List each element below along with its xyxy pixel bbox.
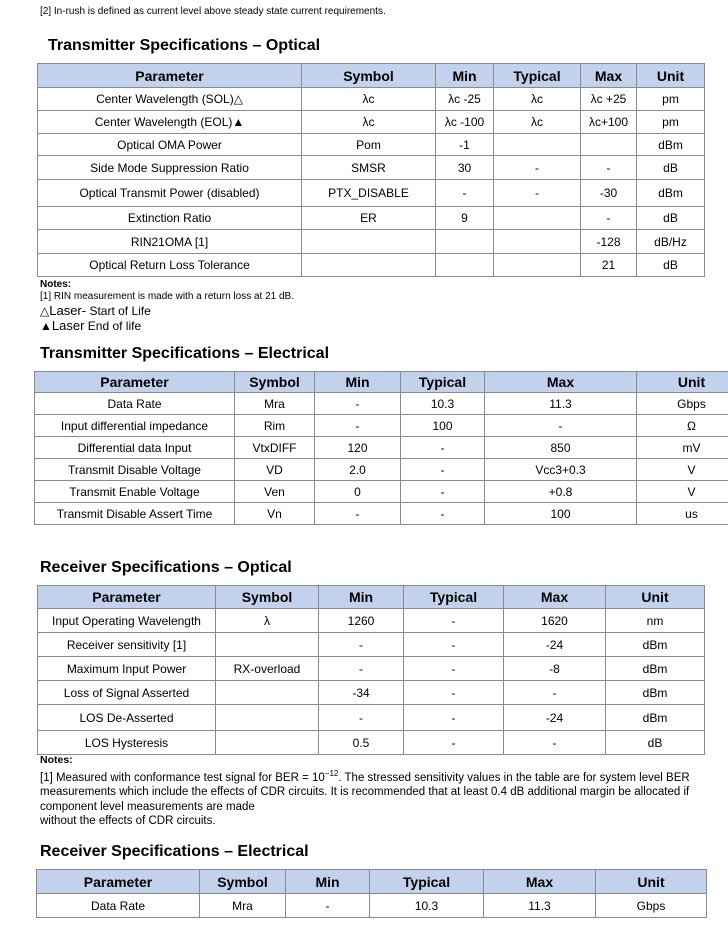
table-cell: 1260	[319, 609, 404, 633]
column-header: Parameter	[38, 64, 302, 88]
column-header: Typical	[401, 372, 485, 393]
column-header: Min	[315, 372, 401, 393]
table-cell: -	[404, 609, 504, 633]
column-header: Max	[484, 870, 596, 894]
table-cell: LOS Hysteresis	[38, 731, 216, 755]
tx-optical-notes	[40, 279, 294, 332]
table-row	[35, 503, 728, 525]
table-cell: -34	[319, 681, 404, 705]
column-header: Unit	[637, 372, 728, 393]
table-cell: -	[315, 503, 401, 525]
table-row	[35, 415, 728, 437]
table-cell: 850	[485, 437, 637, 459]
column-header: Typical	[370, 870, 484, 894]
table-row	[38, 207, 705, 230]
table-cell: -	[401, 459, 485, 481]
table-cell	[302, 254, 436, 277]
table-cell	[216, 731, 319, 755]
table-cell: -1	[436, 134, 494, 156]
table-cell: λc	[302, 88, 436, 111]
column-header: Parameter	[37, 870, 200, 894]
table-cell: λc+100	[581, 111, 637, 134]
table-cell: -	[494, 156, 581, 180]
table-cell: -	[315, 393, 401, 415]
table-cell: 100	[401, 415, 485, 437]
column-header: Symbol	[235, 372, 315, 393]
table-cell: Center Wavelength (EOL)▲	[38, 111, 302, 134]
table-cell: -	[404, 633, 504, 657]
table-cell: -	[319, 633, 404, 657]
note-text: [1] Measured with conformance test signal for BER = 10	[40, 771, 325, 784]
table-cell: Mra	[200, 894, 286, 918]
table-cell: V	[637, 459, 728, 481]
table-cell: -	[485, 415, 637, 437]
tx-optical-table	[37, 63, 705, 277]
table-cell: Ven	[235, 481, 315, 503]
column-header: Typical	[404, 586, 504, 609]
table-cell: -	[504, 681, 606, 705]
table-row	[38, 180, 705, 207]
column-header: Min	[436, 64, 494, 88]
rx-electrical-table	[36, 869, 707, 918]
table-cell: PTX_DISABLE	[302, 180, 436, 207]
table-cell: -	[494, 180, 581, 207]
table-row	[38, 609, 705, 633]
table-row	[38, 134, 705, 156]
table-cell	[216, 681, 319, 705]
table-cell: -30	[581, 180, 637, 207]
column-header: Symbol	[216, 586, 319, 609]
section-title-rx-optical: Receiver Specifications – Optical	[40, 559, 292, 576]
table-cell	[494, 230, 581, 254]
legend-sol	[40, 305, 294, 317]
hollow-triangle-icon: △	[40, 304, 50, 318]
table-cell: RX-overload	[216, 657, 319, 681]
table-cell: SMSR	[302, 156, 436, 180]
filled-triangle-icon: ▲	[40, 319, 52, 333]
table-cell: VtxDIFF	[235, 437, 315, 459]
table-header-row	[38, 64, 705, 88]
table-cell: Maximum Input Power	[38, 657, 216, 681]
column-header: Max	[581, 64, 637, 88]
table-row	[35, 481, 728, 503]
table-cell	[494, 207, 581, 230]
table-row	[38, 681, 705, 705]
table-cell: pm	[637, 88, 705, 111]
note-exponent: −12	[324, 769, 339, 778]
table-cell: pm	[637, 111, 705, 134]
table-cell: Optical OMA Power	[38, 134, 302, 156]
table-cell: Extinction Ratio	[38, 207, 302, 230]
table-cell: Mra	[235, 393, 315, 415]
table-cell: λc -25	[436, 88, 494, 111]
table-cell: dBm	[637, 180, 705, 207]
note-text: . The stressed sensitivity values in the table are for system level BER measurements which include the effects of CDR circuits. It is recommended that at least 0.4 dB additional margin be allocated if component level measurements are made	[40, 771, 690, 813]
table-row	[35, 437, 728, 459]
column-header: Typical	[494, 64, 581, 88]
table-cell: Ω	[637, 415, 728, 437]
table-cell: Transmit Disable Voltage	[35, 459, 235, 481]
table-cell: -	[404, 657, 504, 681]
table-row	[37, 894, 707, 918]
table-row	[38, 156, 705, 180]
table-cell: 10.3	[370, 894, 484, 918]
table-cell: RIN21OMA [1]	[38, 230, 302, 254]
table-cell: 10.3	[401, 393, 485, 415]
table-cell: 2.0	[315, 459, 401, 481]
table-cell: nm	[606, 609, 705, 633]
table-cell: λc	[494, 111, 581, 134]
table-cell: λ	[216, 609, 319, 633]
note-text: without the effects of CDR circuits.	[40, 815, 216, 828]
table-cell: dBm	[606, 657, 705, 681]
column-header: Parameter	[35, 372, 235, 393]
tx-electrical-table	[34, 371, 728, 525]
table-cell: Gbps	[596, 894, 707, 918]
table-header-row	[37, 870, 707, 894]
table-cell: -	[286, 894, 370, 918]
column-header: Unit	[606, 586, 705, 609]
table-cell: Pom	[302, 134, 436, 156]
table-cell: λc	[494, 88, 581, 111]
table-cell: dBm	[606, 681, 705, 705]
column-header: Unit	[637, 64, 705, 88]
legend-text: End of life	[87, 319, 142, 333]
table-cell: us	[637, 503, 728, 525]
table-cell: 11.3	[484, 894, 596, 918]
table-cell: -	[404, 681, 504, 705]
table-cell: dB	[637, 207, 705, 230]
table-cell: mV	[637, 437, 728, 459]
legend-word: Laser	[51, 318, 85, 333]
table-row	[38, 657, 705, 681]
table-cell: 0.5	[319, 731, 404, 755]
table-cell: -	[315, 415, 401, 437]
table-cell: Receiver sensitivity [1]	[38, 633, 216, 657]
rx-optical-table	[37, 585, 705, 755]
notes-label: Notes:	[40, 754, 73, 766]
table-cell: VD	[235, 459, 315, 481]
table-cell: -	[319, 657, 404, 681]
table-cell: 100	[485, 503, 637, 525]
table-cell: Gbps	[637, 393, 728, 415]
table-cell: -8	[504, 657, 606, 681]
table-cell: dBm	[606, 633, 705, 657]
table-cell: V	[637, 481, 728, 503]
table-cell: Optical Return Loss Tolerance	[38, 254, 302, 277]
column-header: Symbol	[302, 64, 436, 88]
table-cell: λc +25	[581, 88, 637, 111]
section-title-tx-optical: Transmitter Specifications – Optical	[48, 37, 321, 54]
table-cell: -	[404, 731, 504, 755]
legend-text: Start of Life	[89, 304, 151, 318]
legend-word: Laser-	[49, 303, 87, 318]
table-cell: -	[581, 156, 637, 180]
note-paragraph	[40, 767, 710, 814]
table-cell: 1620	[504, 609, 606, 633]
table-header-row	[38, 586, 705, 609]
table-cell: dBm	[606, 705, 705, 731]
column-header: Min	[286, 870, 370, 894]
table-cell: ER	[302, 207, 436, 230]
table-cell: LOS De-Asserted	[38, 705, 216, 731]
table-cell: Differential data Input	[35, 437, 235, 459]
table-cell: -24	[504, 705, 606, 731]
table-row	[38, 88, 705, 111]
table-cell: -	[581, 207, 637, 230]
table-cell: -	[319, 705, 404, 731]
table-cell: -	[401, 437, 485, 459]
table-cell: Vn	[235, 503, 315, 525]
table-cell: Transmit Enable Voltage	[35, 481, 235, 503]
table-cell: 0	[315, 481, 401, 503]
table-cell: Rim	[235, 415, 315, 437]
table-header-row	[35, 372, 728, 393]
rx-optical-notes	[40, 754, 710, 829]
table-cell: -128	[581, 230, 637, 254]
table-cell: 30	[436, 156, 494, 180]
table-cell: dB	[606, 731, 705, 755]
table-row	[38, 254, 705, 277]
table-cell	[436, 254, 494, 277]
table-cell: Transmit Disable Assert Time	[35, 503, 235, 525]
table-cell: -	[401, 481, 485, 503]
section-title-tx-electrical: Transmitter Specifications – Electrical	[40, 345, 330, 362]
table-cell: -	[401, 503, 485, 525]
table-cell	[436, 230, 494, 254]
table-cell: 120	[315, 437, 401, 459]
column-header: Max	[485, 372, 637, 393]
table-cell: -	[504, 731, 606, 755]
table-cell: -	[436, 180, 494, 207]
table-cell: λc -100	[436, 111, 494, 134]
table-cell: Input Operating Wavelength	[38, 609, 216, 633]
legend-eol	[40, 320, 294, 332]
column-header: Unit	[596, 870, 707, 894]
table-cell	[581, 134, 637, 156]
table-cell: dB/Hz	[637, 230, 705, 254]
column-header: Parameter	[38, 586, 216, 609]
table-cell: Data Rate	[35, 393, 235, 415]
table-cell: dB	[637, 254, 705, 277]
notes-label: Notes:	[40, 279, 72, 290]
table-cell: Loss of Signal Asserted	[38, 681, 216, 705]
table-cell: Optical Transmit Power (disabled)	[38, 180, 302, 207]
table-row	[38, 705, 705, 731]
column-header: Max	[504, 586, 606, 609]
table-cell: -	[404, 705, 504, 731]
table-row	[38, 633, 705, 657]
table-cell: Vcc3+0.3	[485, 459, 637, 481]
table-cell: dBm	[637, 134, 705, 156]
table-cell: Side Mode Suppression Ratio	[38, 156, 302, 180]
table-cell: Data Rate	[37, 894, 200, 918]
table-cell	[302, 230, 436, 254]
table-cell	[216, 633, 319, 657]
section-title-rx-electrical: Receiver Specifications – Electrical	[40, 843, 309, 860]
table-cell: Center Wavelength (SOL)△	[38, 88, 302, 111]
table-cell	[494, 254, 581, 277]
table-cell: 21	[581, 254, 637, 277]
table-cell: 9	[436, 207, 494, 230]
column-header: Symbol	[200, 870, 286, 894]
table-cell: λc	[302, 111, 436, 134]
table-cell: dB	[637, 156, 705, 180]
table-row	[38, 111, 705, 134]
column-header: Min	[319, 586, 404, 609]
table-cell: -24	[504, 633, 606, 657]
table-row	[35, 459, 728, 481]
note-line: [1] RIN measurement is made with a return loss at 21 dB.	[40, 291, 294, 302]
table-cell	[216, 705, 319, 731]
table-cell: +0.8	[485, 481, 637, 503]
table-row	[38, 230, 705, 254]
table-cell: 11.3	[485, 393, 637, 415]
table-cell: Input differential impedance	[35, 415, 235, 437]
table-row	[35, 393, 728, 415]
table-row	[38, 731, 705, 755]
top-note: [2] In-rush is defined as current level above steady state current requirements.	[40, 6, 386, 17]
table-cell	[494, 134, 581, 156]
